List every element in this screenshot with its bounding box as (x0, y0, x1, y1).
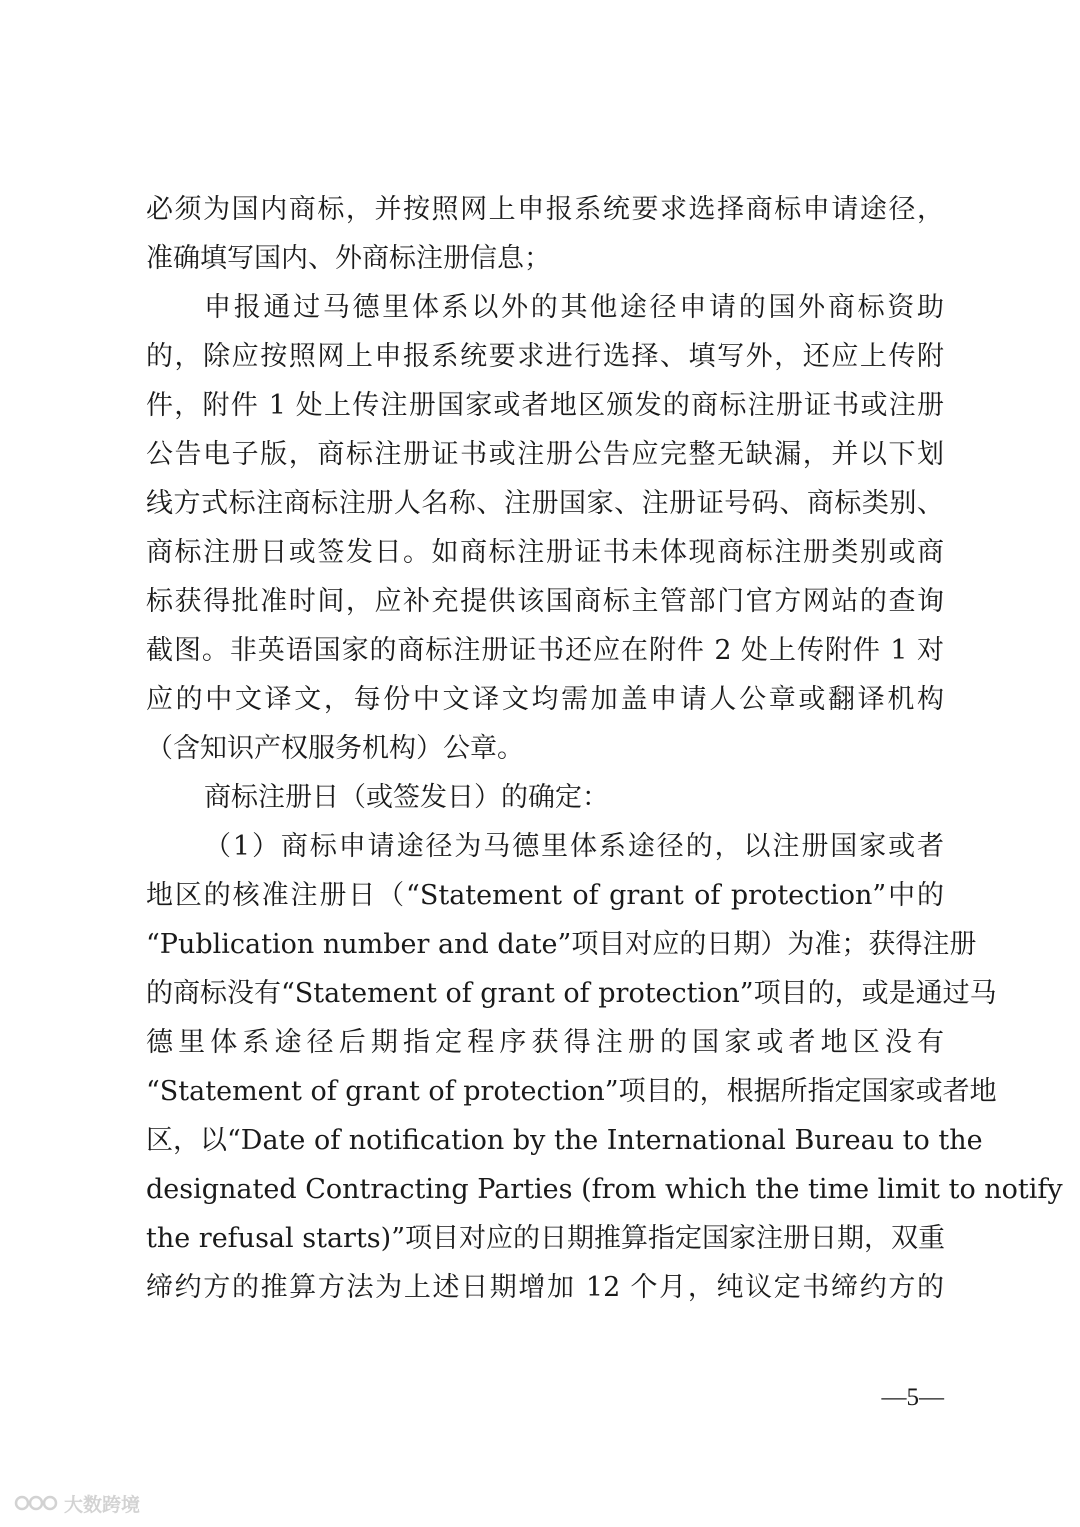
text-line: 应的中文译文，每份中文译文均需加盖申请人公章或翻译机构 (146, 684, 944, 715)
watermark (14, 1488, 140, 1518)
text-line: 商标注册日（或签发日）的确定： (204, 782, 609, 813)
text-line: 商标注册日或签发日。如商标注册证书未体现商标注册类别或商 (146, 537, 944, 568)
text-line: 区，以“Date of notification by the International Bureau to the (146, 1125, 983, 1156)
text-line: “Publication number and date”项目对应的日期）为准；获得注册 (146, 929, 977, 960)
text-line: 线方式标注商标注册人名称、注册国家、注册证号码、商标类别、 (146, 488, 944, 519)
text-line: （1）商标申请途径为马德里体系途径的，以注册国家或者 (204, 831, 944, 862)
text-line: 德里体系途径后期指定程序获得注册的国家或者地区没有 (146, 1027, 944, 1058)
text-line: 标获得批准时间，应补充提供该国商标主管部门官方网站的查询 (146, 586, 944, 617)
document-body (146, 185, 1063, 1312)
text-line: 件，附件 1 处上传注册国家或者地区颁发的商标注册证书或注册 (146, 390, 944, 421)
watermark-text: 大数跨境 (64, 1493, 141, 1516)
text-line: （含知识产权服务机构）公章。 (146, 733, 524, 764)
text-line: “Statement of grant of protection”项目的，根据所指定国家或者地 (146, 1076, 997, 1107)
text-line: 必须为国内商标，并按照网上申报系统要求选择商标申请途径， (146, 194, 944, 225)
text-line: 准确填写国内、外商标注册信息； (146, 243, 551, 274)
text-line: 缔约方的推算方法为上述日期增加 12 个月，纯议定书缔约方的 (146, 1272, 944, 1303)
text-line: the refusal starts)”项目对应的日期推算指定国家注册日期，双重 (146, 1223, 945, 1254)
page-number: —5— (881, 1384, 944, 1411)
text-line: 申报通过马德里体系以外的其他途径申请的国外商标资助 (204, 292, 944, 323)
watermark-logo-icon (14, 1491, 58, 1515)
text-line: 的商标没有“Statement of grant of protection”项目的，或是通过马 (146, 978, 997, 1009)
text-line: 公告电子版，商标注册证书或注册公告应完整无缺漏，并以下划 (146, 439, 944, 470)
text-line: 的，除应按照网上申报系统要求进行选择、填写外，还应上传附 (146, 341, 944, 372)
text-line: 截图。非英语国家的商标注册证书还应在附件 2 处上传附件 1 对 (146, 635, 944, 666)
text-line: 地区的核准注册日（“Statement of grant of protection”中的 (146, 880, 944, 911)
text-line: designated Contracting Parties (from which the time limit to notify (146, 1174, 1063, 1205)
